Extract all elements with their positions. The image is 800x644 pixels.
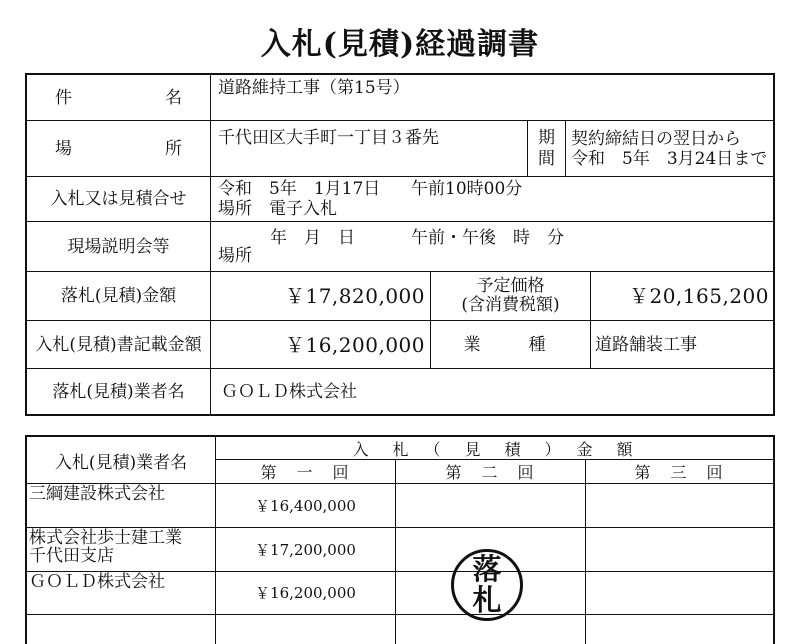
bid-history-table <box>25 435 775 644</box>
summary-table <box>25 73 775 416</box>
award-amount-row <box>27 271 773 320</box>
location-label-char: 所 <box>165 138 182 159</box>
winner-label: 落札(見積)業者名 <box>52 381 185 402</box>
bidder-name <box>27 528 215 571</box>
bidding-value <box>210 177 773 221</box>
award-stamp <box>451 549 523 621</box>
document-title: 入札(見積)経過調書 <box>260 27 540 62</box>
period-value <box>565 121 773 176</box>
winner-row <box>27 368 773 414</box>
estimated-price-label-line: (含消費税額) <box>461 295 560 315</box>
period-label-char: 期 <box>538 127 555 148</box>
estimated-price-label-line: 予定価格 <box>476 276 545 296</box>
briefing-date: 年 月 日 <box>270 227 355 248</box>
location-label-char: 場 <box>55 138 72 159</box>
table-row <box>27 571 773 617</box>
bidding-time: 午前10時00分 <box>411 179 523 199</box>
bidding-date: 令和 5年 1月17日 <box>218 179 381 199</box>
bidder-name <box>27 615 215 644</box>
period-line: 令和 5年 3月24日まで <box>571 148 768 169</box>
table-row <box>27 483 773 527</box>
period-label-char: 間 <box>538 148 555 169</box>
round-3-amount <box>585 615 773 644</box>
period-label <box>527 121 565 176</box>
subject-label-char: 件 <box>55 87 72 108</box>
round-3-amount <box>585 484 773 527</box>
period-line: 契約締結日の翌日から <box>571 128 741 149</box>
stamp-char: 札 <box>472 583 502 617</box>
bidding-row <box>27 176 773 221</box>
subject-label-char: 名 <box>165 87 182 108</box>
amount-header: 入 札 （ 見 積 ） 金 額 <box>216 437 773 460</box>
estimated-price-value: ￥20,165,200 <box>590 272 773 320</box>
bidding-place: 場所 電子入札 <box>218 199 337 219</box>
table-row <box>27 527 773 571</box>
round-3-header: 第 三 回 <box>585 460 773 483</box>
bidder-name <box>27 572 215 614</box>
bidder-name-line: 千代田支店 <box>29 546 114 566</box>
briefing-time: 午前・午後 時 分 <box>411 227 564 248</box>
subject-label <box>27 75 210 120</box>
winner-value: ＧＯＬＤ株式会社 <box>210 369 773 414</box>
briefing-place: 場所 <box>218 245 252 266</box>
briefing-value <box>210 222 773 271</box>
location-value: 千代田区大手町一丁目３番先 <box>210 121 527 176</box>
industry-value: 道路舗装工事 <box>590 321 773 368</box>
award-amount-label: 落札(見積)金額 <box>60 286 177 306</box>
round-3-amount <box>585 528 773 571</box>
round-1-amount: ￥16,200,000 <box>215 572 395 614</box>
stamp-char: 落 <box>472 552 502 586</box>
rounds-header <box>216 460 773 483</box>
bidder-header: 入札(見積)業者名 <box>54 452 188 473</box>
location-label <box>27 121 210 176</box>
industry-label-char: 種 <box>528 334 546 355</box>
location-row <box>27 120 773 176</box>
bid-table-header <box>27 437 773 483</box>
written-amount-label: 入札(見積)書記載金額 <box>35 334 202 355</box>
round-1-header: 第 一 回 <box>260 463 351 482</box>
bidder-name-line: ＧＯＬＤ株式会社 <box>29 572 165 592</box>
written-amount-value: ￥16,200,000 <box>210 321 430 368</box>
bidder-name-line: 株式会社歩士建工業 <box>29 528 182 548</box>
award-amount-value: ￥17,820,000 <box>210 272 430 320</box>
round-2-amount <box>395 484 585 527</box>
round-1-amount <box>215 615 395 644</box>
industry-label <box>430 321 590 368</box>
written-amount-row <box>27 320 773 368</box>
briefing-label: 現場説明会等 <box>67 236 170 257</box>
bidding-label: 入札又は見積合せ <box>50 189 187 209</box>
briefing-datetime-line <box>218 229 773 247</box>
subject-row <box>27 75 773 120</box>
round-1-amount: ￥17,200,000 <box>215 528 395 571</box>
round-1-amount: ￥16,400,000 <box>215 484 395 527</box>
round-3-amount <box>585 572 773 614</box>
table-row <box>27 614 773 644</box>
bidder-name-line: 三綱建設株式会社 <box>29 484 165 504</box>
briefing-row <box>27 221 773 271</box>
bidding-datetime-line <box>218 179 773 199</box>
bidder-name <box>27 484 215 527</box>
round-2-header: 第 二 回 <box>395 460 585 483</box>
subject-value: 道路維持工事（第15号） <box>210 75 773 120</box>
amount-header-block <box>215 437 773 483</box>
industry-label-char: 業 <box>463 334 481 355</box>
estimated-price-label <box>430 272 590 320</box>
